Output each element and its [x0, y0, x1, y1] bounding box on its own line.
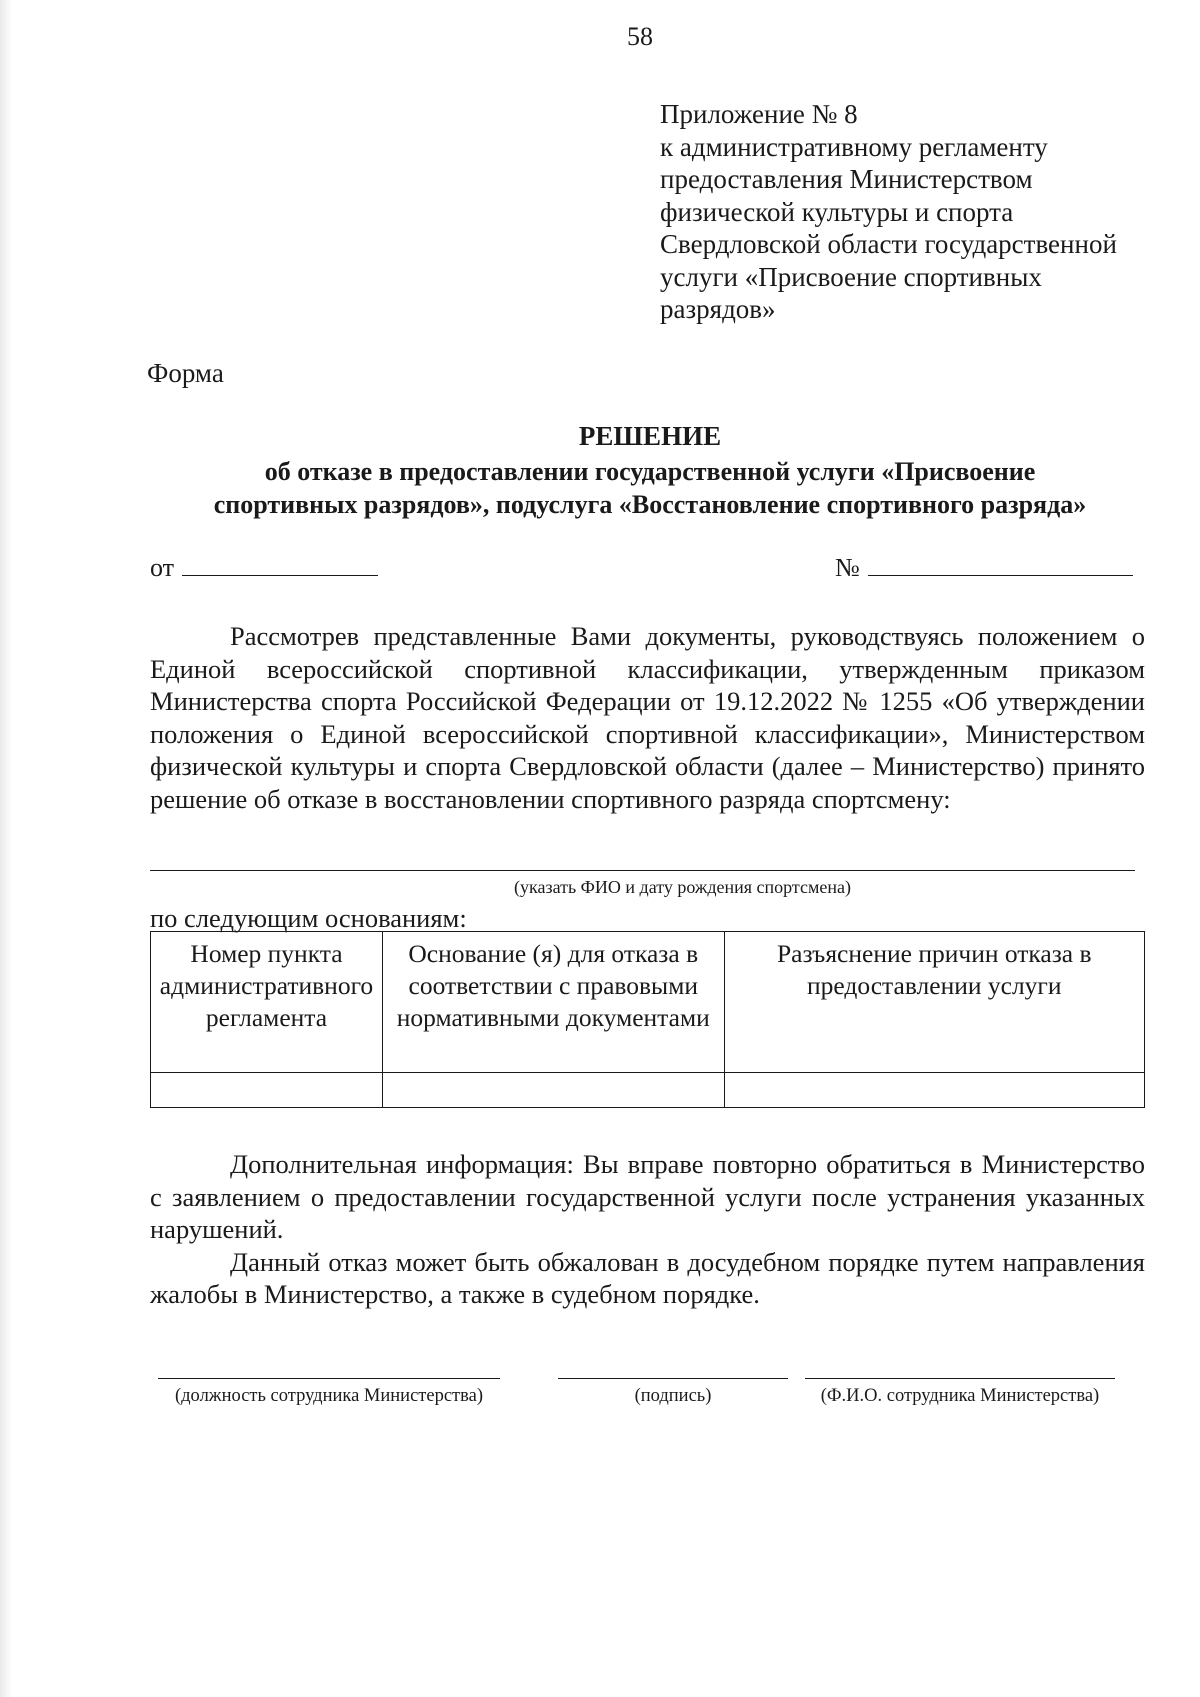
- table-header-row: [151, 932, 1145, 1073]
- table-cell[interactable]: [724, 1073, 1144, 1108]
- date-blank[interactable]: [182, 553, 378, 576]
- grounds-label: по следующим основаниям:: [150, 903, 467, 933]
- additional-info: Дополнительная информация: Вы вправе повторно обратиться в Министерство с заявлением о предоставлении государственной услуги после устранения указанных нарушений.: [150, 1149, 1145, 1244]
- page-number: 58: [627, 22, 653, 51]
- date-label: от: [150, 553, 175, 582]
- position-caption: (должность сотрудника Министерства): [174, 1386, 483, 1406]
- name-line[interactable]: [805, 1378, 1115, 1379]
- signature-caption: (подпись): [634, 1386, 712, 1406]
- scan-edge: [0, 0, 12, 1697]
- number-field: [835, 553, 1133, 583]
- annex-line: Свердловской области государственной: [660, 229, 1117, 259]
- annex-line: предоставления Министерством: [660, 164, 1033, 194]
- table-header-cell: Основание (я) для отказа в соответствии с правовыми нормативными документами: [382, 932, 724, 1073]
- annex-header: [660, 98, 1160, 326]
- main-paragraph: Рассмотрев представленные Вами документы, руководствуясь положением о Единой всероссийской спортивной классификации, утвержденным приказом Министерства спорта Российской Федерации от 19.12.2022 № 1255 «Об утверждении положения о Единой всероссийской спортивной классификации», Министерством физической культуры и спорта Свердловской области (далее – Министерство) принято решение об отказе в восстановлении спортивного разряда спортсмену:: [150, 621, 1145, 814]
- name-caption: (Ф.И.О. сотрудника Министерства): [820, 1386, 1100, 1406]
- number-label: №: [835, 553, 860, 582]
- form-label: Форма: [147, 358, 224, 388]
- signature-position: [158, 1378, 500, 1407]
- appeal-info: Данный отказ может быть обжалован в досудебном порядке путем направления жалобы в Министерство, а также в судебном порядке.: [150, 1246, 1145, 1309]
- title-main: РЕШЕНИЕ: [578, 421, 722, 451]
- signature-sign: [558, 1378, 788, 1407]
- athlete-caption: (указать ФИО и дату рождения спортсмена): [514, 877, 851, 897]
- position-line[interactable]: [158, 1378, 500, 1379]
- table-header-cell: Разъяснение причин отказа в предоставлении услуги: [724, 932, 1144, 1073]
- main-paragraph-block: [150, 620, 1145, 815]
- date-field: [150, 553, 378, 583]
- table-header-cell: Номер пункта административного регламента: [151, 932, 383, 1073]
- annex-line: разрядов»: [660, 294, 776, 324]
- athlete-blank[interactable]: [150, 870, 1135, 871]
- table-row: [151, 1073, 1145, 1108]
- title-line: об отказе в предоставлении государственной услуги «Присвоение: [264, 457, 1036, 486]
- additional-info-block: [150, 1148, 1145, 1311]
- title-line: спортивных разрядов», подуслуга «Восстановление спортивного разряда»: [213, 490, 1087, 519]
- table-cell[interactable]: [151, 1073, 383, 1108]
- table-cell[interactable]: [382, 1073, 724, 1108]
- signature-name: [805, 1378, 1115, 1407]
- signature-line[interactable]: [558, 1378, 788, 1379]
- reasons-table: [150, 931, 1145, 1108]
- annex-line: физической культуры и спорта: [660, 196, 1014, 227]
- annex-line: услуги «Присвоение спортивных: [660, 261, 1042, 292]
- number-blank[interactable]: [868, 553, 1133, 576]
- annex-line: Приложение № 8: [660, 99, 858, 129]
- annex-line: к административному регламенту: [660, 131, 1048, 162]
- document-title: [150, 420, 1150, 521]
